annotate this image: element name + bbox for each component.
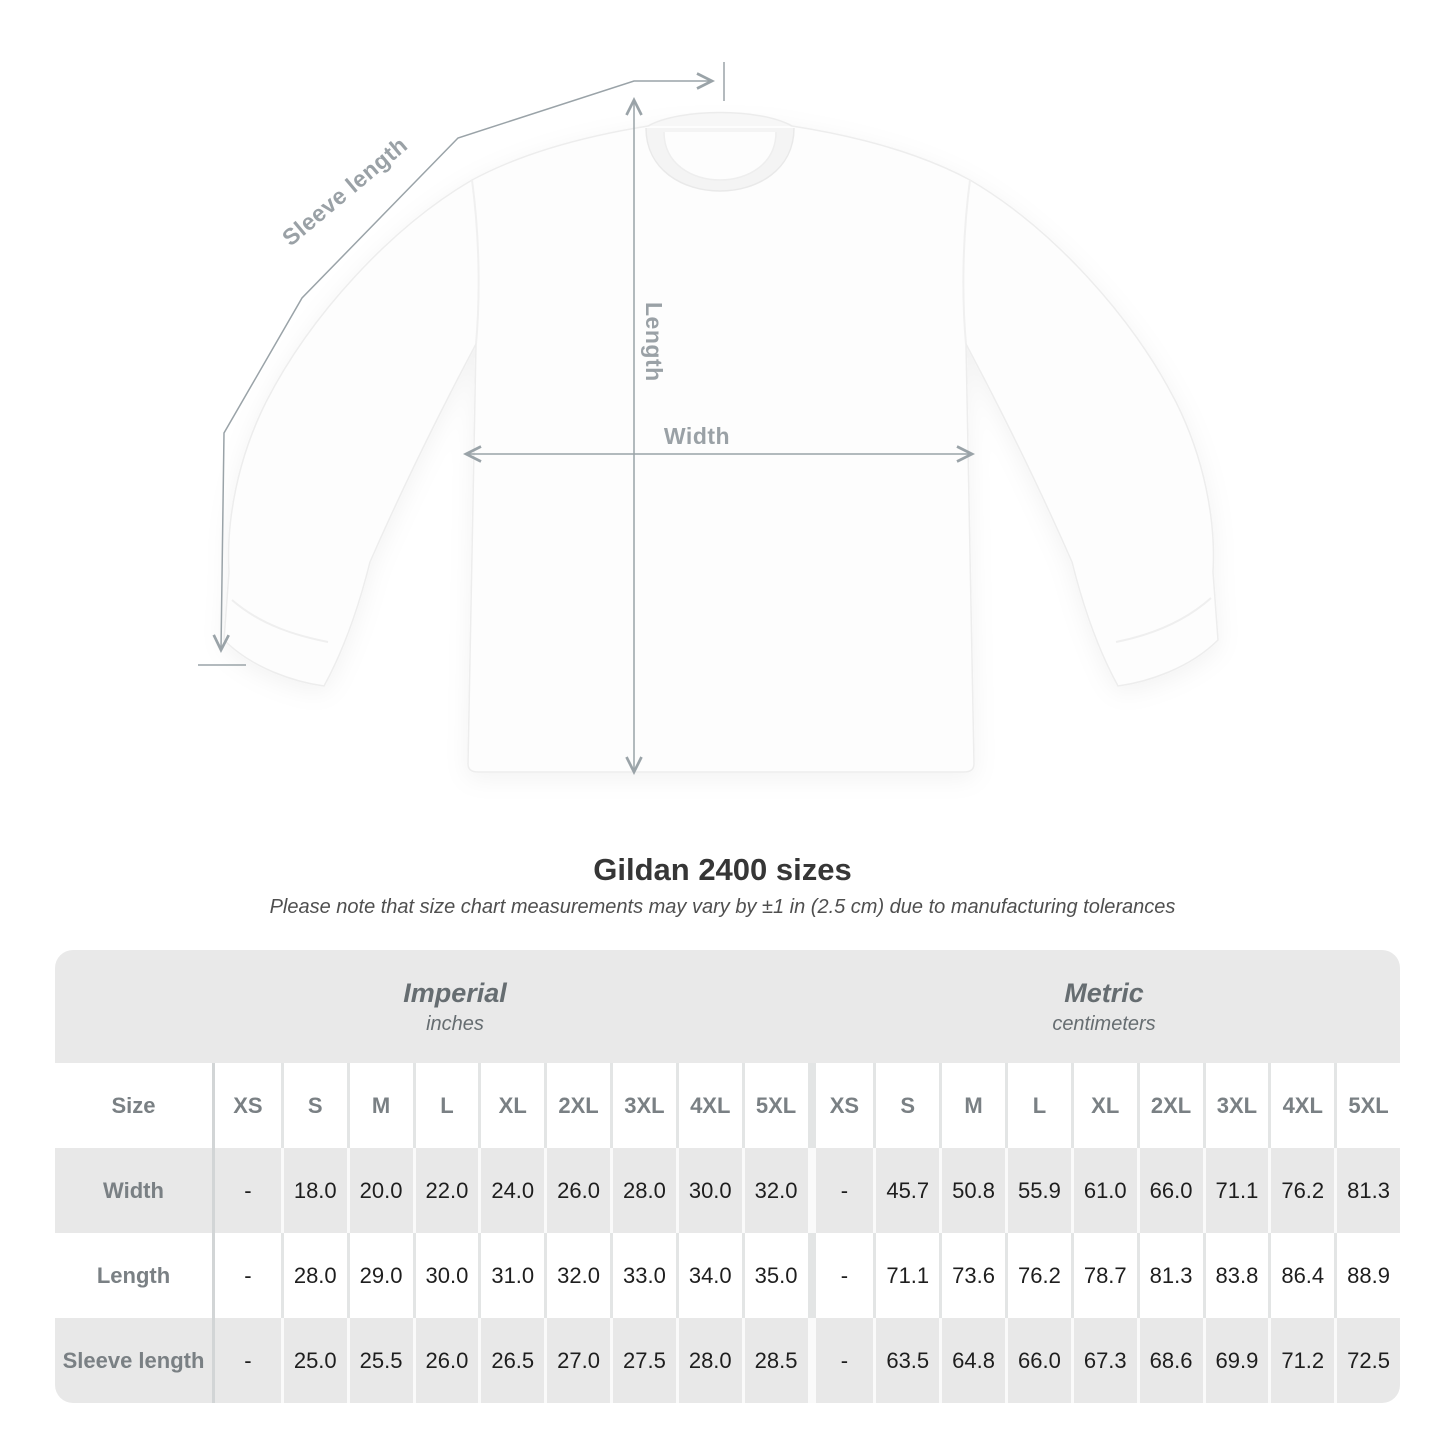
row-label-sleeve-length: Sleeve length (55, 1318, 215, 1403)
value-cell: 20.0 (347, 1148, 413, 1233)
value-cell: 78.7 (1071, 1233, 1137, 1318)
value-cell: 73.6 (939, 1233, 1005, 1318)
page-title: Gildan 2400 sizes (593, 852, 852, 887)
size-col-header-metric-xs: XS (808, 1063, 874, 1148)
row-label-width: Width (55, 1148, 215, 1233)
value-cell: 61.0 (1071, 1148, 1137, 1233)
size-col-header-metric-4xl: 4XL (1268, 1063, 1334, 1148)
size-col-header-imperial-2xl: 2XL (544, 1063, 610, 1148)
value-cell: 71.1 (1203, 1148, 1269, 1233)
value-cell: 26.0 (413, 1318, 479, 1403)
size-col-header-metric-3xl: 3XL (1203, 1063, 1269, 1148)
imperial-group-unit: inches (426, 1012, 484, 1035)
value-cell: 32.0 (544, 1233, 610, 1318)
value-cell: 81.3 (1137, 1233, 1203, 1318)
collar-back (648, 113, 792, 127)
value-cell: 28.0 (610, 1148, 676, 1233)
value-cell: 64.8 (939, 1318, 1005, 1403)
value-cell: 55.9 (1005, 1148, 1071, 1233)
value-cell: 71.1 (873, 1233, 939, 1318)
unit-group-header (55, 950, 1400, 1063)
value-cell: 88.9 (1334, 1233, 1400, 1318)
value-cell: 31.0 (478, 1233, 544, 1318)
value-cell: 28.0 (281, 1233, 347, 1318)
sleeve-length-label: Sleeve length (277, 131, 413, 251)
width-label: Width (663, 423, 731, 449)
size-col-header-metric-s: S (873, 1063, 939, 1148)
size-col-header-metric-l: L (1005, 1063, 1071, 1148)
size-col-header-metric-m: M (939, 1063, 1005, 1148)
value-cell: 83.8 (1203, 1233, 1269, 1318)
size-col-header-imperial-3xl: 3XL (610, 1063, 676, 1148)
value-cell: 72.5 (1334, 1318, 1400, 1403)
value-cell: - (244, 1177, 252, 1203)
value-cell: - (808, 1318, 874, 1403)
size-col-header-metric-xl: XL (1071, 1063, 1137, 1148)
value-cell: 76.2 (1005, 1233, 1071, 1318)
size-col-header-imperial-4xl: 4XL (676, 1063, 742, 1148)
value-cell: 86.4 (1268, 1233, 1334, 1318)
size-col-header-imperial-l: L (413, 1063, 479, 1148)
size-header-row (55, 1063, 1400, 1148)
value-cell: 30.0 (413, 1233, 479, 1318)
value-cell: 22.0 (413, 1148, 479, 1233)
value-cell: - (244, 1347, 252, 1373)
metric-group-title: Metric (1064, 977, 1144, 1008)
size-col-header-imperial-xs: XS (233, 1092, 263, 1118)
value-cell: 50.8 (939, 1148, 1005, 1233)
size-col-header-metric-5xl: 5XL (1334, 1063, 1400, 1148)
value-cell: 27.5 (610, 1318, 676, 1403)
value-cell: 66.0 (1005, 1318, 1071, 1403)
value-cell: - (244, 1262, 252, 1288)
value-cell: 63.5 (873, 1318, 939, 1403)
imperial-group-header (55, 950, 855, 1063)
value-cell: 69.9 (1203, 1318, 1269, 1403)
length-row (55, 1233, 1400, 1318)
value-cell: 26.0 (544, 1148, 610, 1233)
value-cell: 24.0 (478, 1148, 544, 1233)
value-cell: 27.0 (544, 1318, 610, 1403)
value-cell: 25.5 (347, 1318, 413, 1403)
size-col-header-imperial-s: S (281, 1063, 347, 1148)
value-cell: 68.6 (1137, 1318, 1203, 1403)
length-label: Length (641, 302, 667, 382)
value-cell: 30.0 (676, 1148, 742, 1233)
value-cell: 25.0 (281, 1318, 347, 1403)
value-cell: 34.0 (676, 1233, 742, 1318)
size-header: Size (55, 1063, 215, 1148)
value-cell: 66.0 (1137, 1148, 1203, 1233)
value-cell: 32.0 (742, 1148, 808, 1233)
size-col-header-imperial-5xl: 5XL (742, 1063, 808, 1148)
imperial-group-title: Imperial (403, 977, 507, 1008)
size-col-header-metric-2xl: 2XL (1137, 1063, 1203, 1148)
value-cell: 28.0 (676, 1318, 742, 1403)
value-cell: - (808, 1148, 874, 1233)
value-cell: 67.3 (1071, 1318, 1137, 1403)
sleeve-length-row (55, 1318, 1400, 1403)
value-cell: 26.5 (478, 1318, 544, 1403)
size-col-header-imperial-xl: XL (478, 1063, 544, 1148)
value-cell: 71.2 (1268, 1318, 1334, 1403)
metric-group-header (808, 950, 1400, 1063)
tolerance-note: Please note that size chart measurements may vary by ±1 in (2.5 cm) due to manufacturing tolerances (269, 896, 1176, 918)
row-label-length: Length (55, 1233, 215, 1318)
value-cell: 45.7 (873, 1148, 939, 1233)
metric-group-unit: centimeters (1052, 1012, 1156, 1035)
value-cell: 81.3 (1334, 1148, 1400, 1233)
value-cell: 76.2 (1268, 1148, 1334, 1233)
value-cell: 35.0 (742, 1233, 808, 1318)
value-cell: 28.5 (742, 1318, 808, 1403)
value-cell: 18.0 (281, 1148, 347, 1233)
size-col-header-imperial-m: M (347, 1063, 413, 1148)
size-table (55, 950, 1400, 1403)
value-cell: - (808, 1233, 874, 1318)
value-cell: 33.0 (610, 1233, 676, 1318)
width-row (55, 1148, 1400, 1233)
value-cell: 29.0 (347, 1233, 413, 1318)
